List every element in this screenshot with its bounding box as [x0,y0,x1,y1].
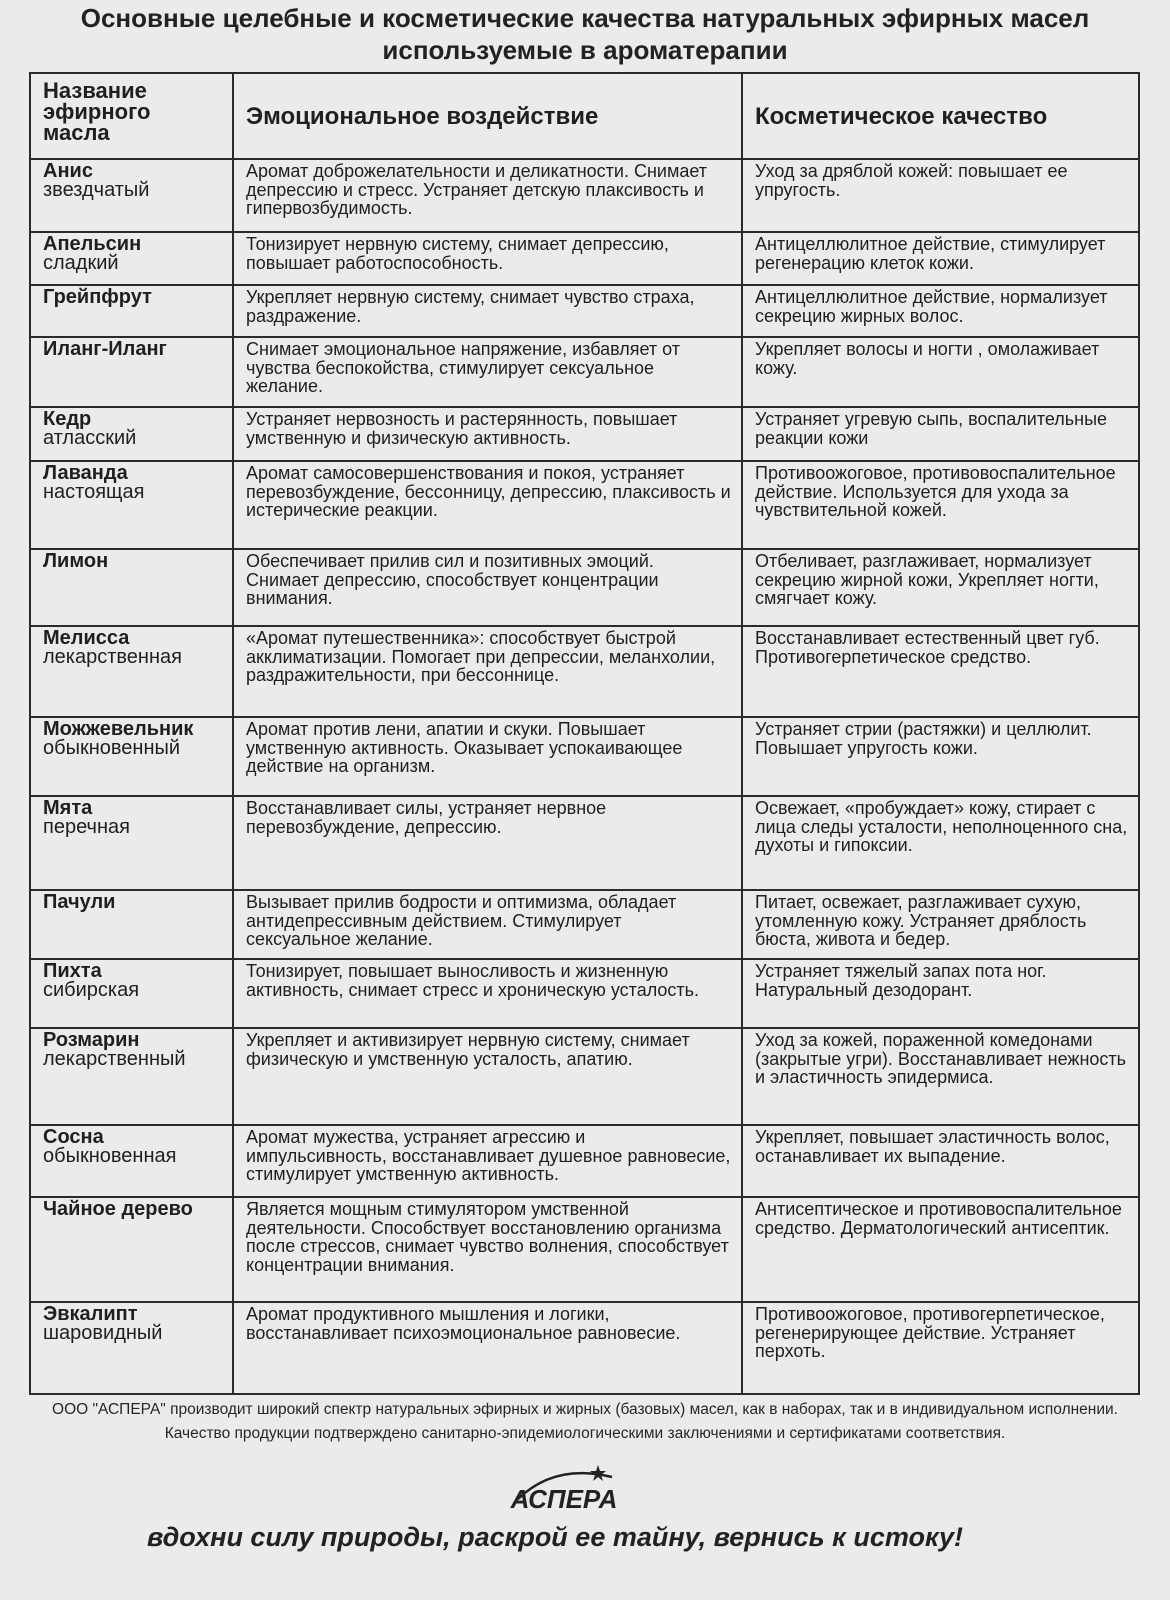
oil-name: Пихта [43,960,102,982]
cosmetic-quality-cell: Устраняет тяжелый запах пота ног. Натуральный дезодорант. [742,959,1139,1028]
emotional-effect-cell: Устраняет нервозность и растерянность, повышает умственную и физическую активность. [233,407,742,461]
header-cosmetic: Косметическое качество [742,73,1139,159]
cosmetic-quality-cell: Устраняет угревую сыпь, воспалительные реакции кожи [742,407,1139,461]
oils-table [29,72,1140,1395]
oil-subname: шаровидный [43,1322,163,1344]
oil-subname: звездчатый [43,179,150,201]
oil-name-cell [30,1125,233,1197]
table-row [30,1028,1139,1125]
oil-name: Иланг-Иланг [43,338,167,360]
cosmetic-quality-cell: Устраняет стрии (растяжки) и целлюлит. Повышает упругость кожи. [742,717,1139,796]
aspera-logo [500,1455,630,1525]
table-row [30,1302,1139,1394]
cosmetic-quality-cell: Противоожоговое, противогерпетическое, регенерирующее действие. Устраняет перхоть. [742,1302,1139,1394]
oil-name: Чайное дерево [43,1198,193,1220]
table-row [30,232,1139,285]
table-row [30,890,1139,959]
emotional-effect-cell: Аромат продуктивного мышления и логики, восстанавливает психоэмоциональное равновесие. [233,1302,742,1394]
table-row [30,461,1139,549]
oil-name: Анис [43,160,93,182]
emotional-effect-cell: Аромат против лени, апатии и скуки. Повышает умственную активность. Оказывает успокаивающее действие на организм. [233,717,742,796]
slogan: вдохни силу природы, раскрой ее тайну, вернись к истоку! [146,1522,964,1552]
oil-name-cell [30,1028,233,1125]
table-row [30,285,1139,337]
cosmetic-quality-cell: Антицеллюлитное действие, нормализует секрецию жирных волос. [742,285,1139,337]
oil-name-cell [30,407,233,461]
oil-name-cell [30,159,233,232]
emotional-effect-cell: Восстанавливает силы, устраняет нервное перевозбуждение, депрессию. [233,796,742,890]
emotional-effect-cell: «Аромат путешественника»: способствует быстрой акклиматизации. Помогает при депрессии, меланхолии, раздражительности, при бессоннице. [233,626,742,717]
header-oil-name: Название эфирного масла [30,73,233,159]
oil-subname: сладкий [43,252,119,274]
table-row [30,407,1139,461]
oil-subname: лекарственный [43,1048,186,1070]
table-row [30,159,1139,232]
emotional-effect-cell: Обеспечивает прилив сил и позитивных эмоций. Снимает депрессию, способствует концентрации внимания. [233,549,742,626]
oil-subname: лекарственная [43,646,182,668]
title-line-1: Основные целебные и косметические качества натуральных эфирных масел [80,3,1090,33]
oil-name-cell [30,337,233,407]
emotional-effect-cell: Укрепляет и активизирует нервную систему, снимает физическую и умственную усталость, апатию. [233,1028,742,1125]
oil-name-cell [30,549,233,626]
cosmetic-quality-cell: Укрепляет волосы и ногти , омолаживает кожу. [742,337,1139,407]
oil-name-cell [30,626,233,717]
oil-subname: сибирская [43,979,140,1001]
table-row [30,1125,1139,1197]
oil-name: Грейпфрут [43,286,152,308]
header-emotional: Эмоциональное воздействие [233,73,742,159]
cosmetic-quality-cell: Освежает, «пробуждает» кожу, стирает с лица следы усталости, неполноценного сна, духоты и гипоксии. [742,796,1139,890]
oil-name: Эвкалипт [43,1303,138,1325]
oil-name: Кедр [43,408,92,430]
oil-subname: перечная [43,816,130,838]
oil-name-cell [30,959,233,1028]
oil-subname: атласский [43,427,137,449]
oil-name-cell [30,890,233,959]
emotional-effect-cell: Тонизирует, повышает выносливость и жизненную активность, снимает стресс и хроническую усталость. [233,959,742,1028]
company-note: ООО "АСПЕРА" производит широкий спектр натуральных эфирных и жирных (базовых) масел, как в наборах, так и в индивидуальном исполнении. Качество продукции подтверждено санитарно-эпидемиологическими заключениями и сертификатами соответствия. [52,1401,1118,1442]
oil-name: Сосна [43,1126,104,1148]
cosmetic-quality-cell: Антисептическое и противовоспалительное средство. Дерматологический антисептик. [742,1197,1139,1302]
table-row [30,1197,1139,1302]
cosmetic-quality-cell: Восстанавливает естественный цвет губ. Противогерпетическое средство. [742,626,1139,717]
cosmetic-quality-cell: Отбеливает, разглаживает, нормализует секрецию жирной кожи, Укрепляет ногти, смягчает кожу. [742,549,1139,626]
cosmetic-quality-cell: Укрепляет, повышает эластичность волос, останавливает их выпадение. [742,1125,1139,1197]
oil-name: Пачули [43,891,116,913]
table-row [30,959,1139,1028]
oil-name: Розмарин [43,1029,140,1051]
oil-name-cell [30,796,233,890]
oil-name: Можжевельник [43,718,194,740]
emotional-effect-cell: Аромат доброжелательности и деликатности. Снимает депрессию и стресс. Устраняет детскую плаксивость и гипервозбудимость. [233,159,742,232]
cosmetic-quality-cell: Питает, освежает, разглаживает сухую, утомленную кожу. Устраняет дряблость бюста, живота и бедер. [742,890,1139,959]
cosmetic-quality-cell: Уход за кожей, пораженной комедонами (закрытые угри). Восстанавливает нежность и эластичность эпидермиса. [742,1028,1139,1125]
oil-name-cell [30,232,233,285]
emotional-effect-cell: Тонизирует нервную систему, снимает депрессию, повышает работоспособность. [233,232,742,285]
table-row [30,549,1139,626]
oil-name: Лаванда [43,462,128,484]
oil-subname: обыкновенный [43,737,181,759]
table-header-row [30,73,1139,159]
table-row [30,717,1139,796]
emotional-effect-cell: Аромат мужества, устраняет агрессию и импульсивность, восстанавливает душевное равновесие, стимулирует умственную активность. [233,1125,742,1197]
cosmetic-quality-cell: Противоожоговое, противовоспалительное действие. Используется для ухода за чувствительной кожей. [742,461,1139,549]
logo-text: АСПЕРА [510,1484,618,1514]
table-row [30,796,1139,890]
cosmetic-quality-cell: Уход за дряблой кожей: повышает ее упругость. [742,159,1139,232]
cosmetic-quality-cell: Антицеллюлитное действие, стимулирует регенерацию клеток кожи. [742,232,1139,285]
emotional-effect-cell: Вызывает прилив бодрости и оптимизма, обладает антидепрессивным действием. Стимулирует сексуальное желание. [233,890,742,959]
emotional-effect-cell: Является мощным стимулятором умственной деятельности. Способствует восстановлению организма после стрессов, снимает чувство волнения, способствует концентрации внимания. [233,1197,742,1302]
emotional-effect-cell: Снимает эмоциональное напряжение, избавляет от чувства беспокойства, стимулирует сексуальное желание. [233,337,742,407]
oil-name: Мелисса [43,627,130,649]
emotional-effect-cell: Аромат самосовершенствования и покоя, устраняет перевозбуждение, бессонницу, депрессию, плаксивость и истерические реакции. [233,461,742,549]
oil-name-cell [30,285,233,337]
oil-name: Лимон [43,550,109,572]
emotional-effect-cell: Укрепляет нервную систему, снимает чувство страха, раздражение. [233,285,742,337]
page-title [0,0,1170,66]
oil-subname: обыкновенная [43,1145,177,1167]
oil-name-cell [30,1302,233,1394]
oil-name-cell [30,461,233,549]
table-row [30,626,1139,717]
title-line-2: используемые в ароматерапии [382,35,788,65]
oil-subname: настоящая [43,481,145,503]
oil-name-cell [30,1197,233,1302]
oil-name-cell [30,717,233,796]
oil-name: Апельсин [43,233,142,255]
table-row [30,337,1139,407]
oil-name: Мята [43,797,93,819]
